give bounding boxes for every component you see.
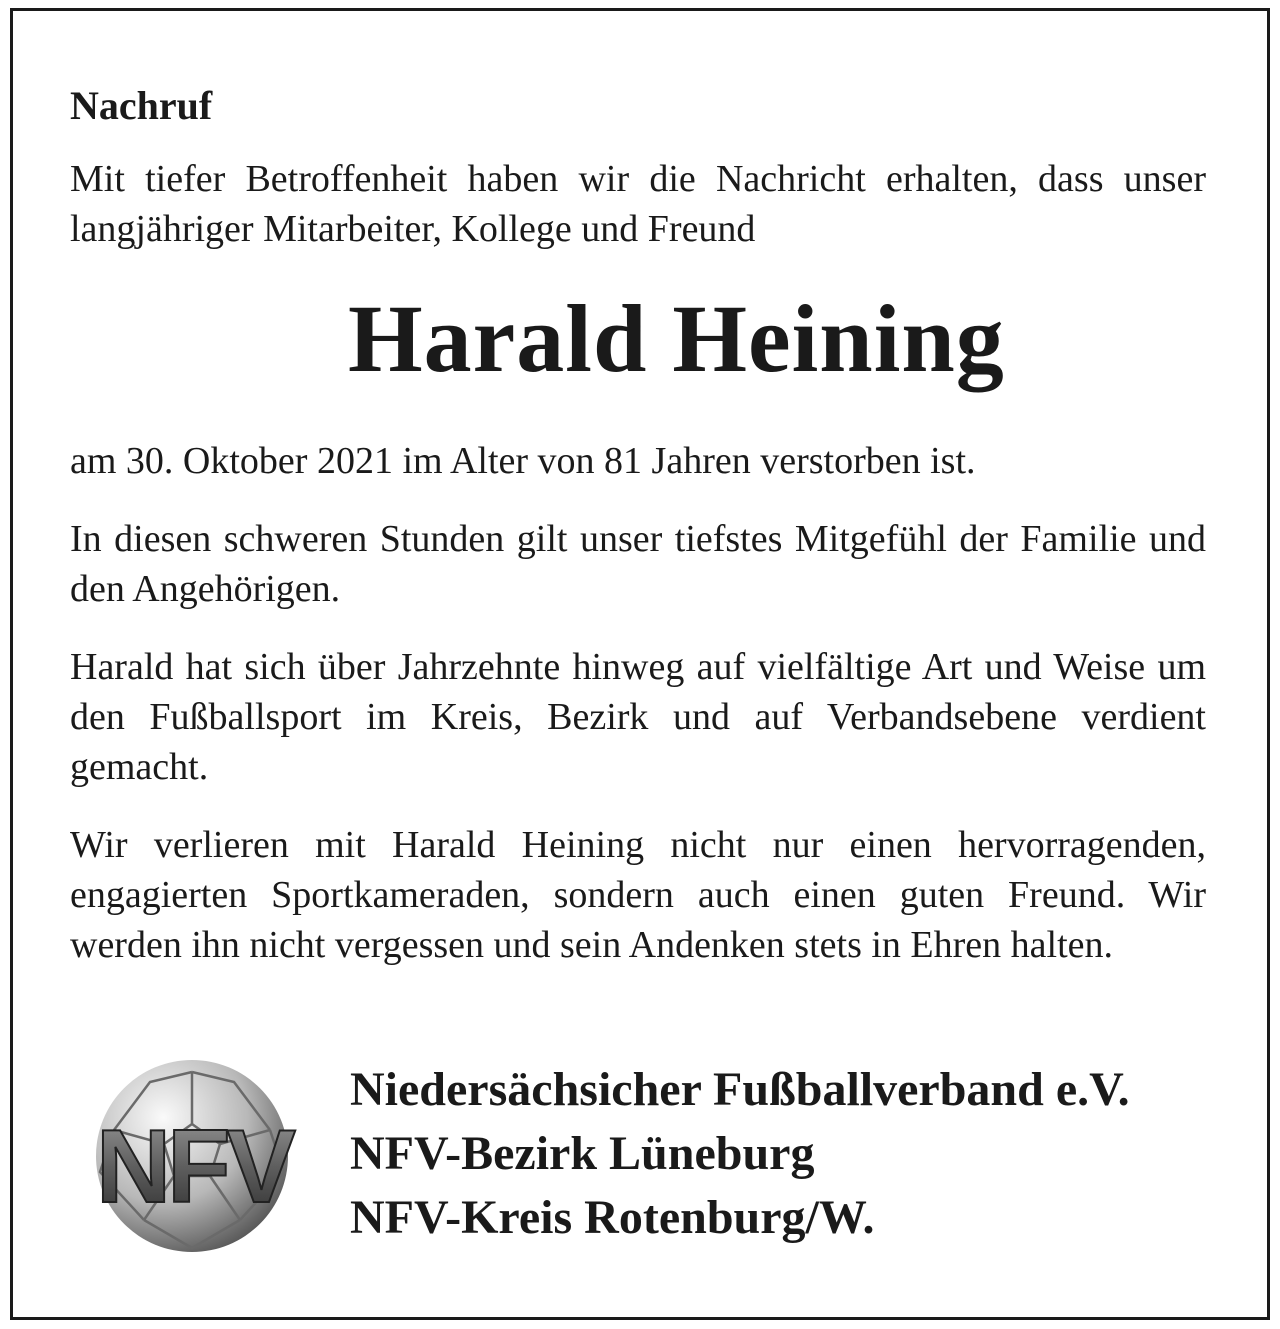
death-notice-paragraph: am 30. Oktober 2021 im Alter von 81 Jahren verstorben ist. [70, 440, 976, 482]
organization-list [350, 1058, 1130, 1250]
intro-paragraph: Mit tiefer Betroffenheit haben wir die Nachricht erhalten, dass unser langjähriger Mitarbeiter, Kollege und Freund [70, 158, 1206, 250]
organization-association: Niedersächsicher Fußballverband e.V. [350, 1063, 1130, 1116]
condolence-paragraph: In diesen schweren Stunden gilt unser tiefstes Mitgefühl der Familie und den Angehörigen. [70, 518, 1206, 610]
obituary-heading: Nachruf [70, 83, 213, 128]
signature-block [70, 1052, 1206, 1262]
deceased-name: Harald Heining [348, 285, 1005, 392]
nfv-logo [74, 1052, 324, 1262]
organization-district: NFV-Bezirk Lüneburg [350, 1127, 815, 1180]
organization-county: NFV-Kreis Rotenburg/W. [350, 1191, 875, 1244]
farewell-paragraph: Wir verlieren mit Harald Heining nicht nur einen hervorragenden, engagierten Sportkameraden, sondern auch einen guten Freund. Wir werden ihn nicht vergessen und sein Andenken stets in Ehren halten. [70, 824, 1206, 966]
logo-lettering: NFV [96, 1109, 292, 1225]
merits-paragraph: Harald hat sich über Jahrzehnte hinweg auf vielfältige Art und Weise um den Fußballsport im Kreis, Bezirk und auf Verbandsebene verdient gemacht. [70, 646, 1206, 788]
obituary-body [70, 78, 1206, 970]
